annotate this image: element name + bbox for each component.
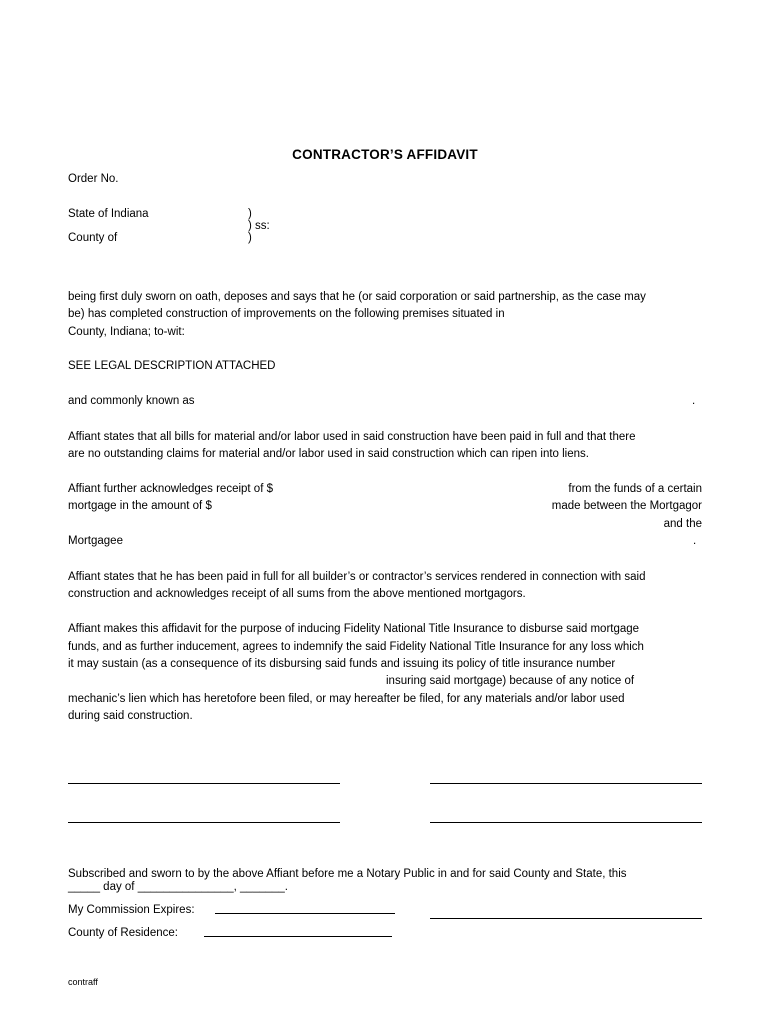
mortgagor-text: made between the Mortgagor <box>551 500 702 512</box>
receipt-amount-label: Affiant further acknowledges receipt of $ <box>68 483 273 495</box>
state-label: State of Indiana <box>68 208 149 220</box>
county-of-residence-line[interactable] <box>204 936 392 937</box>
document-title: CONTRACTOR’S AFFIDAVIT <box>292 147 478 162</box>
commission-expires-label: My Commission Expires: <box>68 904 195 916</box>
para1-line1: being first duly sworn on oath, deposes and says that he (or said corporation or said partnership, as the case may <box>68 291 646 303</box>
legal-description-note: SEE LEGAL DESCRIPTION ATTACHED <box>68 360 276 372</box>
para2-line2: are no outstanding claims for material and/or labor used in said construction which can ripen into liens. <box>68 448 589 460</box>
and-the-text: and the <box>663 518 702 530</box>
para5-line3: it may sustain (as a consequence of its disbursing said funds and issuing its policy of title insurance number <box>68 658 616 670</box>
signature-line-left-2[interactable] <box>68 822 340 823</box>
signature-line-right-2[interactable] <box>430 822 702 823</box>
commission-expires-line[interactable] <box>215 913 395 914</box>
notary-date-line: _____ day of _______________, _______. <box>68 881 288 893</box>
notary-statement: Subscribed and sworn to by the above Affiant before me a Notary Public in and for said County and State, this <box>68 868 627 880</box>
commonly-known-label: and commonly known as <box>68 395 195 407</box>
venue-paren-1: ) <box>248 208 252 220</box>
signature-line-right-1[interactable] <box>430 783 702 784</box>
para4-line1: Affiant states that he has been paid in full for all builder’s or contractor’s services rendered in connection with said <box>68 571 646 583</box>
county-of-residence-label: County of Residence: <box>68 927 178 939</box>
para1-line3: County, Indiana; to-wit: <box>68 326 185 338</box>
signature-line-left-1[interactable] <box>68 783 340 784</box>
para4-line2: construction and acknowledges receipt of all sums from the above mentioned mortgagors. <box>68 588 526 600</box>
mortgagee-period: . <box>693 535 697 547</box>
county-label: County of <box>68 232 118 244</box>
commonly-known-period: . <box>692 395 696 407</box>
para5-line1: Affiant makes this affidavit for the purpose of inducing Fidelity National Title Insurance to disburse said mortgage <box>68 623 640 635</box>
venue-ss: ) ss: <box>248 220 270 232</box>
venue-paren-3: ) <box>248 232 252 244</box>
para5-line5: mechanic’s lien which has heretofore been filed, or may hereafter be filed, for any materials and/or labor used <box>68 693 625 705</box>
mortgage-amount-label: mortgage in the amount of $ <box>68 500 212 512</box>
para5-line2: funds, and as further inducement, agrees to indemnify the said Fidelity National Title Insurance for any loss which <box>68 641 644 653</box>
para5-line6: during said construction. <box>68 710 193 722</box>
para5-line4: insuring said mortgage) because of any notice of <box>386 675 635 687</box>
funds-source-text: from the funds of a certain <box>568 483 702 495</box>
para1-line2: be) has completed construction of improvements on the following premises situated in <box>68 308 505 320</box>
order-number-label: Order No. <box>68 173 119 185</box>
para2-line1: Affiant states that all bills for material and/or labor used in said construction have been paid in full and that there <box>68 431 636 443</box>
footer-code: contraff <box>68 977 98 987</box>
mortgagee-label: Mortgagee <box>68 535 123 547</box>
notary-signature-line[interactable] <box>430 918 702 919</box>
